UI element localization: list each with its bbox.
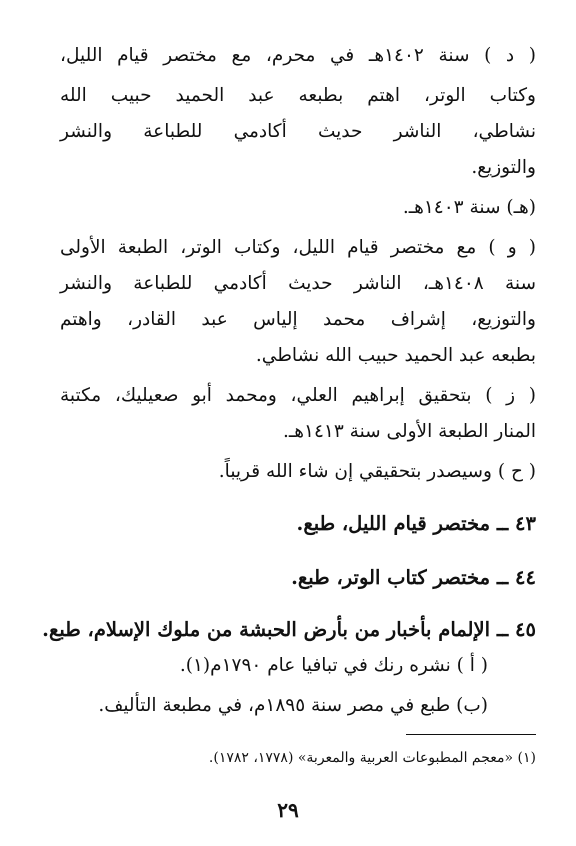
subitem-a: ( أ ) نشره رنك في تبافيا عام ١٧٩٠م(١). xyxy=(179,655,488,676)
footnote: (١) «معجم المطبوعات العربية والمعربة» (١٧٧٨، ١٧٨٢). xyxy=(208,750,536,766)
numbered-item-44: ٤٤ ــ مختصر كتاب الوتر، طبع. xyxy=(291,566,536,589)
entry-w-line-4: بطبعه عبد الحميد حبيب الله نشاطي. xyxy=(255,345,536,366)
entry-w-line-1: ( و ) مع مختصر قيام الليل، وكتاب الوتر، الطبعة الأولى xyxy=(60,237,536,258)
entry-w-line-3: والتوزيع، إشراف محمد إلياس عبد القادر، واهتم xyxy=(60,309,536,330)
entry-d-line-2: وكتاب الوتر، اهتم بطبعه عبد الحميد حبيب الله xyxy=(60,85,536,106)
entry-d-line-4: والتوزيع. xyxy=(471,157,536,178)
numbered-item-45: ٤٥ ــ الإلمام بأخبار من بأرض الحبشة من ملوك الإسلام، طبع. xyxy=(42,618,536,641)
entry-ha-line-1: ( ح ) وسيصدر بتحقيقي إن شاء الله قريباً. xyxy=(218,461,536,482)
entry-d-line-1: ( د ) سنة ١٤٠٢هـ في محرم، مع مختصر قيام الليل، xyxy=(60,45,536,66)
entry-h-line-1: (هـ) سنة ١٤٠٣هـ. xyxy=(402,197,536,218)
entry-d-line-3: نشاطي، الناشر حديث أكادمي للطباعة والنشر xyxy=(60,121,536,142)
footnote-divider xyxy=(406,734,536,735)
entry-z-line-2: المنار الطبعة الأولى سنة ١٤١٣هـ. xyxy=(282,421,536,442)
numbered-item-43: ٤٣ ــ مختصر قيام الليل، طبع. xyxy=(296,512,536,535)
entry-w-line-2: سنة ١٤٠٨هـ، الناشر حديث أكادمي للطباعة والنشر xyxy=(60,273,536,294)
entry-z-line-1: ( ز ) بتحقيق إبراهيم العلي، ومحمد أبو صعيليك، مكتبة xyxy=(60,385,536,406)
page-number: ٢٩ xyxy=(277,798,299,822)
subitem-b: (ب) طبع في مصر سنة ١٨٩٥م، في مطبعة التأليف. xyxy=(98,695,488,716)
